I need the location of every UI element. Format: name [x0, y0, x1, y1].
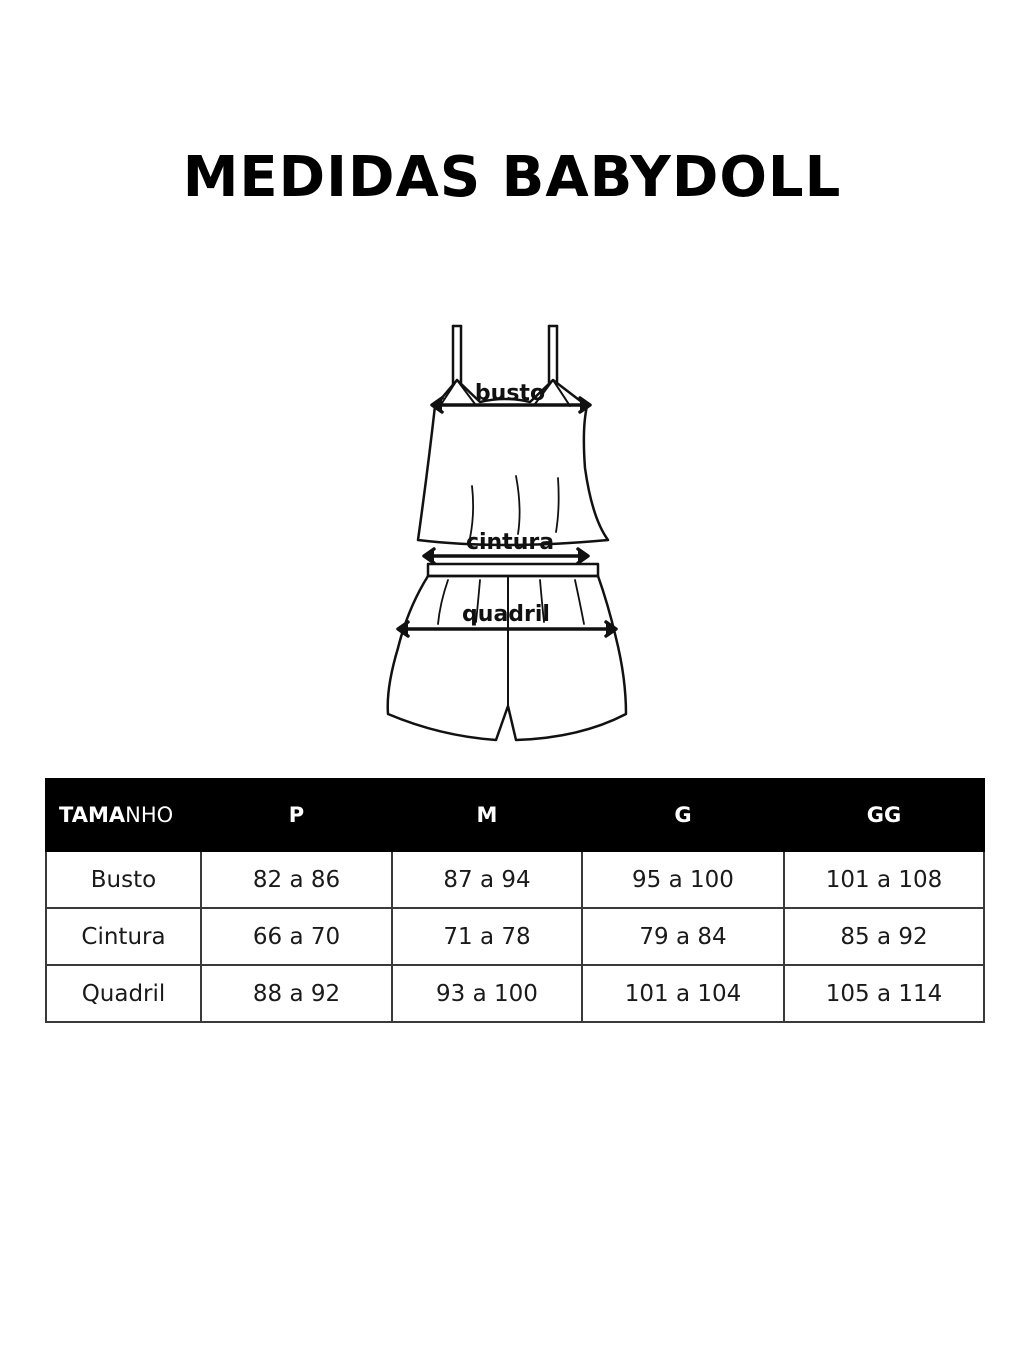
table-cell: 93 a 100	[392, 965, 582, 1022]
header-size-label: TAMANHO	[46, 779, 201, 851]
table-cell: 79 a 84	[582, 908, 784, 965]
table-cell: 95 a 100	[582, 851, 784, 908]
page-title: MEDIDAS BABYDOLL	[182, 145, 842, 210]
row-label-bust: Busto	[46, 851, 201, 908]
hip-label: quadril	[462, 602, 550, 627]
strap-left-icon	[453, 326, 461, 384]
table-cell: 101 a 104	[582, 965, 784, 1022]
table-cell: 82 a 86	[201, 851, 392, 908]
row-label-hip: Quadril	[46, 965, 201, 1022]
shorts-waistband-icon	[428, 564, 598, 576]
header-size-g: G	[582, 779, 784, 851]
strap-right-icon	[549, 326, 557, 384]
row-label-waist: Cintura	[46, 908, 201, 965]
table-cell: 66 a 70	[201, 908, 392, 965]
size-table	[45, 778, 985, 1023]
header-size-p: P	[201, 779, 392, 851]
table-header-row	[46, 779, 984, 851]
babydoll-measurement-diagram	[380, 318, 640, 748]
table-row	[46, 965, 984, 1022]
bust-label: busto	[474, 381, 546, 406]
table-cell: 87 a 94	[392, 851, 582, 908]
header-size-gg: GG	[784, 779, 984, 851]
table-cell: 101 a 108	[784, 851, 984, 908]
table-cell: 105 a 114	[784, 965, 984, 1022]
table-row	[46, 908, 984, 965]
table-cell: 71 a 78	[392, 908, 582, 965]
table-cell: 88 a 92	[201, 965, 392, 1022]
table-row	[46, 851, 984, 908]
shorts-garment-icon	[388, 576, 626, 740]
table-cell: 85 a 92	[784, 908, 984, 965]
header-size-m: M	[392, 779, 582, 851]
waist-label: cintura	[465, 530, 555, 555]
